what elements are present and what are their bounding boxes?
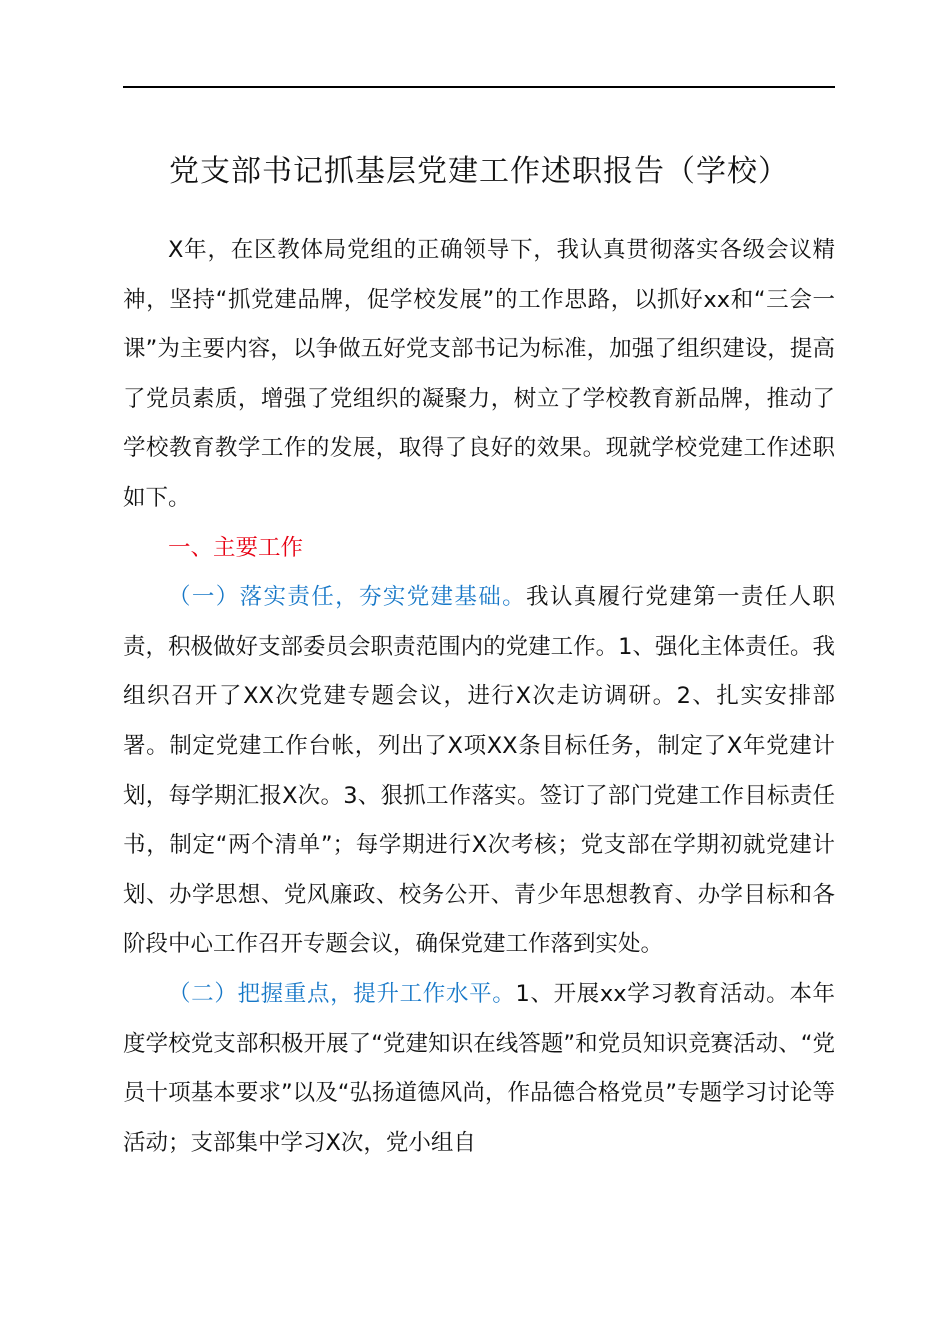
subsection-paragraph-2 bbox=[123, 970, 835, 1168]
subsection-text-2: 1、开展xx学习教育活动。本年度学校党支部积极开展了“党建知识在线答题”和党员知识竞赛活动、“党员十项基本要求”以及“弘扬道德风尚，作品德合格党员”专题学习讨论等活动；支部集中学习X次，党小组自 bbox=[123, 980, 835, 1156]
subsection-heading-2: （二）把握重点，提升工作水平。 bbox=[168, 980, 516, 1007]
section-heading: 一、主要工作 bbox=[168, 534, 304, 561]
header-rule bbox=[123, 86, 835, 88]
document-title: 党支部书记抓基层党建工作述职报告（学校） bbox=[169, 154, 789, 189]
subsection-text-1: 我认真履行党建第一责任人职责，积极做好支部委员会职责范围内的党建工作。1、强化主体责任。我组织召开了XX次党建专题会议，进行X次走访调研。2、扎实安排部署。制定党建工作台帐，列出了X项XX条目标任务，制定了X年党建计划，每学期汇报X次。3、狠抓工作落实。签订了部门党建工作目标责任书，制定“两个清单”；每学期进行X次考核；党支部在学期初就党建计划、办学思想、党风廉政、校务公开、青少年思想教育、办学目标和各阶段中心工作召开专题会议，确保党建工作落到实处。 bbox=[123, 584, 835, 958]
subsection-heading-1: （一）落实责任，夯实党建基础。 bbox=[168, 584, 527, 611]
intro-paragraph: X年，在区教体局党组的正确领导下，我认真贯彻落实各级会议精神，坚持“抓党建品牌，促学校发展”的工作思路，以抓好xx和“三会一课”为主要内容，以争做五好党支部书记为标准，加强了组织建设，提高了党员素质，增强了党组织的凝聚力，树立了学校教育新品牌，推动了学校教育教学工作的发展，取得了良好的效果。现就学校党建工作述职如下。 bbox=[123, 237, 835, 511]
document-body bbox=[123, 226, 835, 1168]
subsection-paragraph-1 bbox=[123, 573, 835, 970]
